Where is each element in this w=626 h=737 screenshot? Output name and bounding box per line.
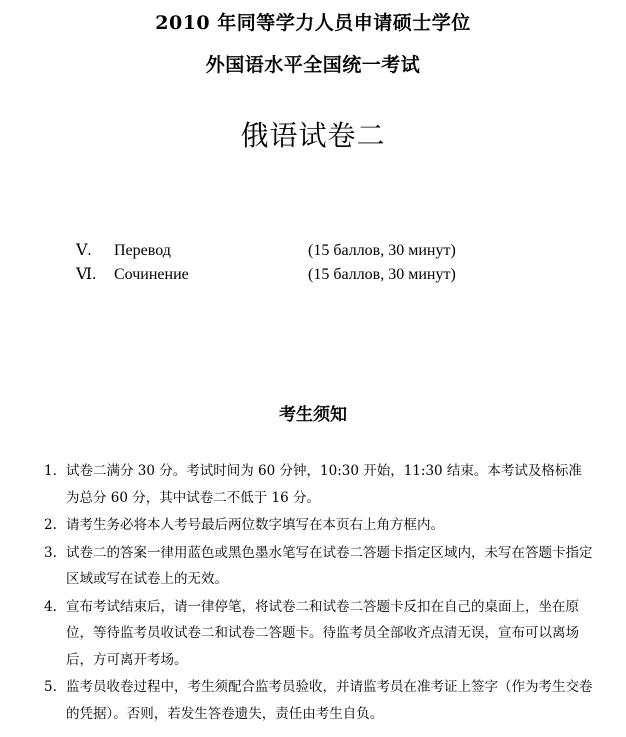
section-number: Ⅴ. <box>76 242 92 259</box>
rule-number: 4. <box>44 598 57 615</box>
rule-number: 3. <box>44 544 57 561</box>
rule-text: 监考员收卷过程中，考生须配合监考员验收，并请监考员在准考证上签字（作为考生交卷的凭据）。否则，若发生答卷遗失，责任由考生自负。 <box>66 679 593 722</box>
rule-item <box>44 594 594 674</box>
exam-header-line-1: 2010 年同等学力人员申请硕士学位 <box>155 12 471 34</box>
rule-number: 1. <box>44 463 57 479</box>
rule-text: 试卷二满分 30 分。考试时间为 60 分钟，10:30 开始，11:30 结束。本考试及格标准为总分 60 分，其中试卷二不低于 16 分。 <box>66 463 582 506</box>
rule-text: 宣布考试结束后，请一律停笔，将试卷二和试卷二答题卡反扣在自己的桌面上，坐在原位，等待监考员收试卷二和试卷二答题卡。待监考员全部收齐点清无误，宣布可以离场后，方可离开考场。 <box>66 598 579 668</box>
rule-number: 5. <box>44 679 57 695</box>
exam-header-line-2: 外国语水平全国统一考试 <box>205 54 421 76</box>
section-number: Ⅵ. <box>76 266 97 283</box>
rule-text: 请考生务必将本人考号最后两位数字填写在本页右上角方框内。 <box>66 517 444 533</box>
rule-number: 2. <box>44 517 57 533</box>
rule-item <box>44 512 594 539</box>
rules-list <box>44 458 594 728</box>
section-name: Перевод <box>114 242 171 259</box>
section-row <box>76 264 556 284</box>
section-score: (15 баллов, 30 минут) <box>308 266 456 283</box>
rule-text: 试卷二的答案一律用蓝色或黑色墨水笔写在试卷二答题卡指定区域内，未写在答题卡指定区域或写在试卷上的无效。 <box>66 544 593 587</box>
rule-item <box>44 674 594 727</box>
paper-title: 俄语试卷二 <box>240 119 386 152</box>
rule-item <box>44 540 594 593</box>
rule-item <box>44 458 594 511</box>
section-score: (15 баллов, 30 минут) <box>308 242 456 259</box>
notice-title: 考生须知 <box>279 405 347 425</box>
section-row <box>76 240 556 260</box>
section-name: Сочинение <box>114 266 189 283</box>
